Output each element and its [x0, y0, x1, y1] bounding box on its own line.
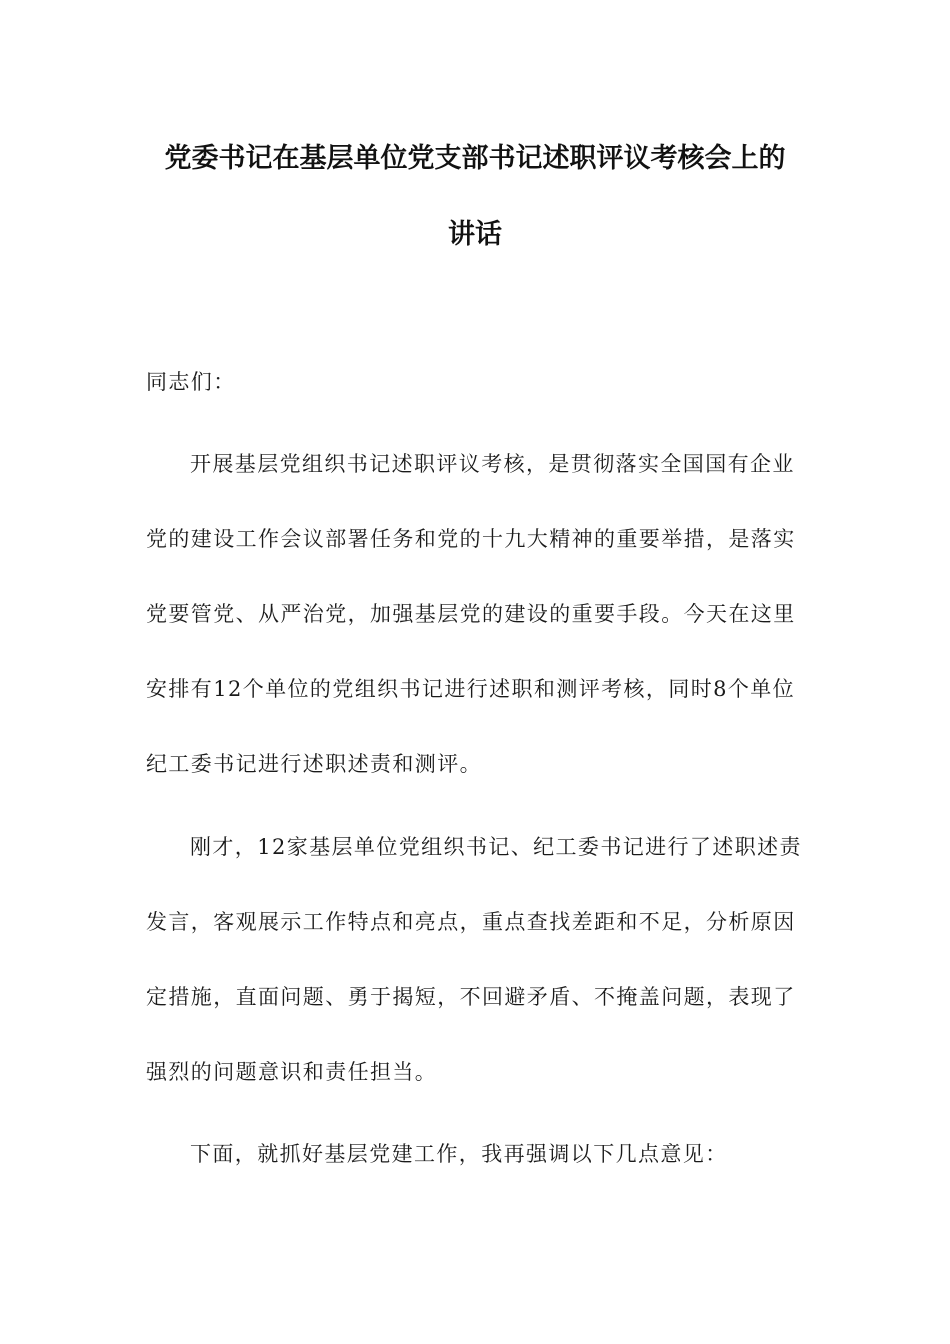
paragraph-1-line-5: 纪工委书记进行述职述责和测评。 — [146, 752, 482, 776]
paragraph-2-line-3: 定措施，直面问题、勇于揭短，不回避矛盾、不掩盖问题，表现了 — [146, 985, 796, 1009]
document-title-line-1: 党委书记在基层单位党支部书记述职评议考核会上的 — [164, 143, 786, 174]
paragraph-1-line-1: 开展基层党组织书记述职评议考核，是贯彻落实全国国有企业 — [190, 452, 795, 476]
paragraph-3-line-1: 下面，就抓好基层党建工作，我再强调以下几点意见： — [190, 1142, 728, 1166]
paragraph-1-line-3: 党要管党、从严治党，加强基层党的建设的重要手段。今天在这里 — [146, 602, 796, 626]
paragraph-1-line-2: 党的建设工作会议部署任务和党的十九大精神的重要举措，是落实 — [146, 527, 796, 551]
salutation: 同志们： — [146, 370, 236, 394]
paragraph-2-line-1: 刚才，12家基层单位党组织书记、纪工委书记进行了述职述责 — [190, 835, 802, 859]
paragraph-1-line-4: 安排有12个单位的党组织书记进行述职和测评考核，同时8个单位 — [146, 677, 796, 701]
document-title-line-2: 讲话 — [448, 219, 502, 250]
paragraph-2-line-4: 强烈的问题意识和责任担当。 — [146, 1060, 438, 1084]
paragraph-2-line-2: 发言，客观展示工作特点和亮点，重点查找差距和不足，分析原因 — [146, 910, 796, 934]
